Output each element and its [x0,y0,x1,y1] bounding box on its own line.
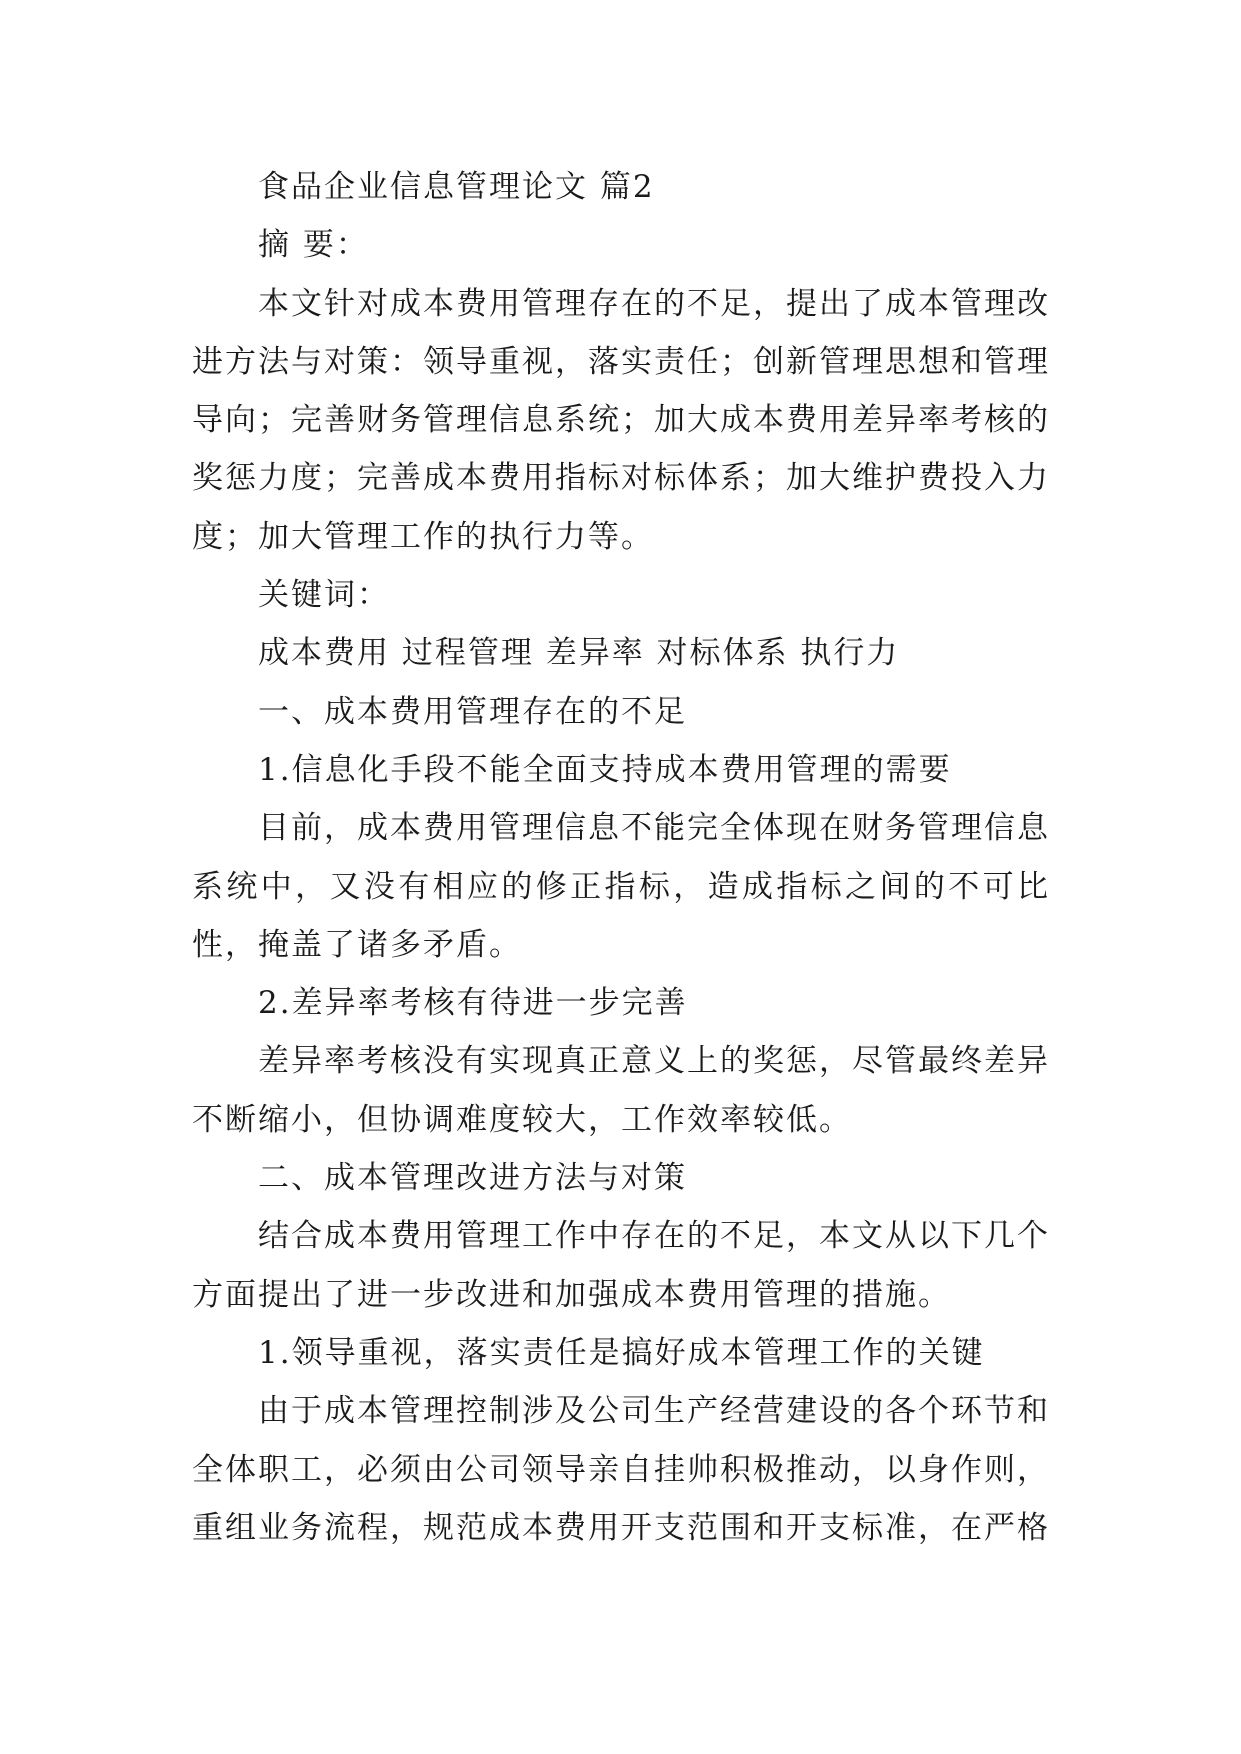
section-heading-1: 一、成本费用管理存在的不足 [258,693,687,730]
subsection-heading-2-1: 1.领导重视，落实责任是搞好成本管理工作的关键 [258,1334,985,1371]
abstract-text: 本文针对成本费用管理存在的不足，提出了成本管理改进方法与对策：领导重视，落实责任；创新管理思想和管理导向；完善财务管理信息系统；加大成本费用差异率考核的奖惩力度；完善成本费用指标对标体系；加大维护费投入力度；加大管理工作的执行力等。 [192,285,1050,555]
keywords-label: 关键词： [258,577,390,614]
abstract-label: 摘 要： [258,227,369,264]
document-body [192,158,1050,1557]
keywords-text: 成本费用 过程管理 差异率 对标体系 执行力 [258,635,900,672]
body-paragraph: 差异率考核没有实现真正意义上的奖惩，尽管最终差异不断缩小，但协调难度较大，工作效率较低。 [192,1043,1050,1138]
subsection-heading-1-2: 2.差异率考核有待进一步完善 [258,985,688,1022]
document-title: 食品企业信息管理论文 篇2 [258,169,655,205]
subsection-heading-1-1: 1.信息化手段不能全面支持成本费用管理的需要 [258,751,952,788]
body-paragraph: 由于成本管理控制涉及公司生产经营建设的各个环节和全体职工，必须由公司领导亲自挂帅积极推动，以身作则，重组业务流程，规范成本费用开支范围和开支标准，在严格 [192,1393,1050,1546]
section-heading-2: 二、成本管理改进方法与对策 [258,1160,687,1197]
body-paragraph: 结合成本费用管理工作中存在的不足，本文从以下几个方面提出了进一步改进和加强成本费用管理的措施。 [192,1218,1050,1313]
body-paragraph: 目前，成本费用管理信息不能完全体现在财务管理信息系统中，又没有相应的修正指标，造成指标之间的不可比性，掩盖了诸多矛盾。 [192,810,1050,963]
